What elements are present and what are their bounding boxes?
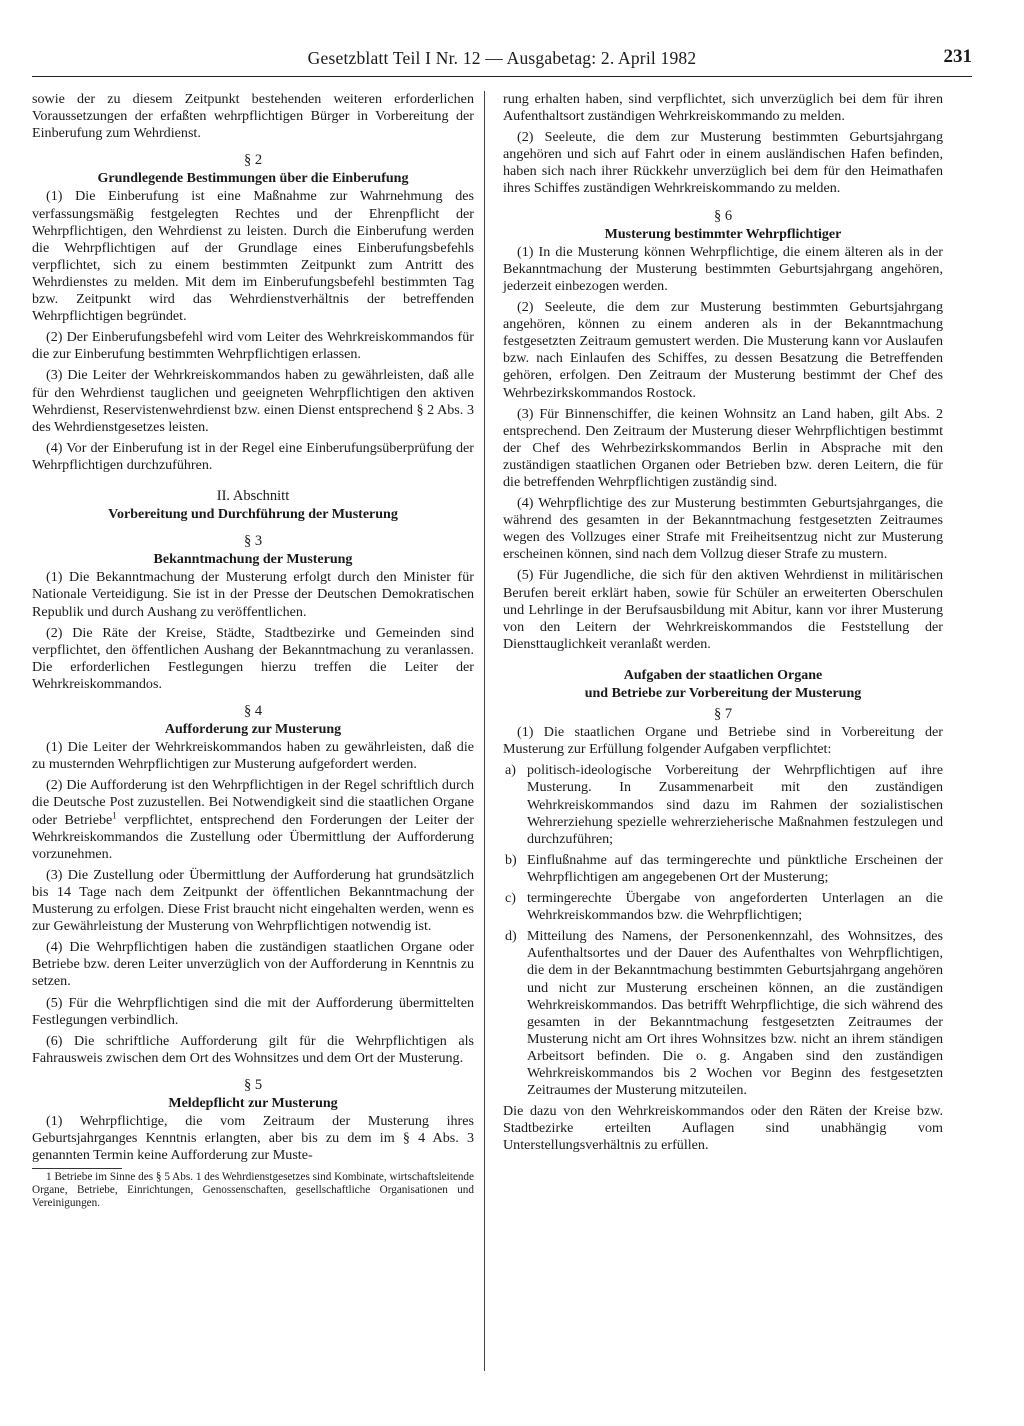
list-item [503,852,943,886]
paragraph: (6) Die schriftliche Aufforderung gilt für die Wehrpflichtigen als Fahrausweis zwischen dem Ort des Wohnsitzes und dem Ort der Musterung. [32,1032,474,1066]
chapter-title: Vorbereitung und Durchführung der Musterung [108,507,398,523]
column-divider [484,91,485,1371]
block-heading-line-2: und Betriebe zur Vorbereitung der Musterung [584,686,862,701]
paragraph: (5) Für Jugendliche, die sich für den aktiven Wehrdienst in militärischen Berufen bereit erklärt haben, sowie für Schüler an erweiterten Oberschulen und Lehrlinge in der Berufsausbildung mit Abitur, kann vor ihrer Musterung von den Leitern der Wehrkreiskommandos die Feststellung der Diensttauglichkeit veranlaßt werden. [503,567,943,652]
footnote-rule [32,1168,122,1169]
paragraph: (1) Die Einberufung ist eine Maßnahme zur Wahrnehmung des verfassungsmäßig festgelegten Rechtes und der Ehrenpflicht der Wehrpflichtigen, den Wehrdienst zu leisten. Durch die Einberufung werden die Wehrpflichtigen auf der Grundlage eines Einberufungsbefehls verpflichtet, sich zu einem bestimmten Zeitpunkt zum Antritt des Wehrdienstes zu melden. Mit dem im Einberufungsbefehl bestimmten Tag bzw. Zeitpunkt wird das Wehrdienstverhältnis der betreffenden Wehrpflichtigen begründet. [32,188,474,325]
paragraph: (5) Für die Wehrpflichtigen sind die mit der Aufforderung übermittelten Festlegungen verbindlich. [32,994,474,1028]
paragraph: (1) Wehrpflichtige, die vom Zeitraum der Musterung ihres Geburtsjahrganges Kenntnis erlangten, aber bis zu dem im § 4 Abs. 3 genannten Termin keine Aufforderung zur Muste- [32,1113,474,1164]
paragraph-text: verpflichtet, entsprechend den Forderungen der Leiter der Wehrkreiskommandos die Zustellung oder Übermittlung der Aufforderung vorzunehmen. [32,811,474,862]
section-sign-2: § 2 [243,152,263,169]
paragraph: (2) Seeleute, die dem zur Musterung bestimmten Geburtsjahrgang angehören und sich auf Fahrt oder in einem ausländischen Hafen befinden, haben sich nach ihrer Rückkehr unverzüglich bei dem für den Heimathafen ihres Schiffes zuständigen Wehrkreiskommando zu melden. [503,129,943,197]
list-text: politisch-ideologische Vorbereitung der Wehrpflichtigen auf ihre Musterung. In Zusammenarbeit mit den zuständigen Wehrkreiskommandos sind dazu im Rahmen der sozialistischen Wehrerziehung spezielle wehrerzieherische Maßnahmen festzulegen und durchzuführen; [527,762,943,847]
section-sign-4: § 4 [243,703,263,719]
footnote: 1 Betriebe im Sinne des § 5 Abs. 1 des Wehrdienstgesetzes sind Kombinate, wirtschaftsleitende Organe, Betriebe, Einrichtungen, Genossenschaften, gesellschaftliche Organisationen und Vereinigungen. [32,1171,474,1209]
left-column [32,91,474,1209]
block-heading-line-1: Aufgaben der staatlichen Organe [623,667,823,683]
paragraph: (1) Die Leiter der Wehrkreiskommandos haben zu gewährleisten, daß die zu musternden Wehrpflichtigen zur Musterung aufgefordert werden. [32,739,474,773]
paragraph: (1) In die Musterung können Wehrpflichtige, die einem älteren als in der Bekanntmachung der Musterung bestimmten Geburtsjahrgang angehören, jederzeit einbezogen werden. [503,243,943,294]
paragraph: (2) Die Räte der Kreise, Städte, Stadtbezirke und Gemeinden sind verpflichtet, den öffentlichen Aushang der Bekanntmachung zu veranlassen. Die erforderlichen Festlegungen hierzu treffen die Leiter der Wehrkreiskommandos. [32,624,474,692]
section-title-5: Meldepflicht zur Musterung [168,1095,338,1111]
list-label: b) [505,851,517,868]
paragraph: (2) Seeleute, die dem zur Musterung bestimmten Geburtsjahrgang angehören, können zu einem anderen als in der Bekanntmachung festgesetzten Zeitraum gemustert werden. Die Musterung kann vor Auslaufen bzw. nach Einlaufen des Schiffes, zu dessen Besatzung die Betreffenden gehören, erfolgen. Den Zeitraum der Musterung bestimmt der Chef des Wehrbezirkskommandos Rostock. [503,299,943,401]
paragraph: (1) Die staatlichen Organe und Betriebe sind in Vorbereitung der Musterung zur Erfüllung folgender Aufgaben verpflichtet: [503,724,943,758]
list-item [503,890,943,924]
page-header [32,46,972,77]
section-title-2: Grundlegende Bestimmungen über die Einberufung [97,171,409,187]
paragraph: (3) Die Leiter der Wehrkreiskommandos haben zu gewährleisten, daß alle für den Wehrdienst tauglichen und geeigneten Wehrpflichtigen den aktiven Wehrdienst, Reservistenwehrdienst bzw. einen Dienst entsprechend § 2 Abs. 3 des Wehrdienstgesetzes leisten. [32,367,474,435]
intro-paragraph: sowie der zu diesem Zeitpunkt bestehenden weiteren erforderlichen Voraussetzungen der erfaßten wehrpflichtigen Bürger in Vorbereitung der Einberufung zum Wehrdienst. [32,91,474,142]
closing-paragraph: Die dazu von den Wehrkreiskommandos oder den Räten der Kreise bzw. Stadtbezirke erteilten Auflagen sind unabhängig vom Unterstellungsverhältnis zu erfüllen. [503,1103,943,1154]
continued-paragraph: rung erhalten haben, sind verpflichtet, sich unverzüglich bei dem für ihren Aufenthaltsort zuständigen Wehrkreiskommando zu melden. [503,91,943,125]
footnote-ref: 1 [112,809,117,820]
paragraph: (3) Die Zustellung oder Übermittlung der Aufforderung hat grundsätzlich bis 14 Tage nach dem Zeitpunkt der öffentlichen Bekanntmachung der Musterung zu erfolgen. Diese Frist braucht nicht eingehalten werden, wenn es zur Gewährleistung der Musterung von Wehrpflichtigen notwendig ist. [32,866,474,935]
section-title-3: Bekanntmachung der Musterung [153,552,353,568]
section-title-4: Aufforderung zur Musterung [164,722,342,738]
list-text: Einflußnahme auf das termingerechte und pünktliche Erscheinen der Wehrpflichtigen am angegebenen Ort der Musterung; [527,851,943,885]
paragraph [32,777,474,862]
header-title: Gesetzblatt Teil I Nr. 12 — Ausgabetag: 2. April 1982 [307,48,697,68]
list-item [503,762,943,847]
list-text: Mitteilung des Namens, der Personenkennzahl, des Wohnsitzes, des Aufenthaltsortes und der Dauer des Aufenthaltes von Wehrpflichtigen, die dem in der Bekanntmachung bestimmten Geburtsjahrgang angehören und nicht zur Musterung erscheinen können, an die zuständigen Wehrkreiskommandos. Das betrifft Wehrpflichtige, die sich während des gesamten in der Bekanntmachung festgesetzten Zeitraumes der Musterung nicht am Ort ihres Wohnsitzes bzw. nicht an ihrem ständigen Arbeitsort befinden. Die o. g. Angaben sind den zuständigen Wehrkreiskommandos bis 2 Wochen vor Beginn des festgesetzten Zeitraumes der Musterung mitzuteilen. [527,928,943,1099]
section-title-6: Musterung bestimmter Wehrpflichtiger [604,226,842,242]
section-sign-6: § 6 [713,207,733,224]
page-number: 231 [943,46,972,67]
chapter-label: II. Abschnitt [216,487,290,504]
list-label: c) [505,890,516,907]
list-item [503,928,943,1099]
list-text: termingerechte Übergabe von angeforderten Unterlagen an die Wehrkreiskommandos bzw. die Wehrpflichtigen; [527,890,943,924]
list-label: d) [505,928,517,945]
section-sign-3: § 3 [243,533,263,550]
right-column [503,91,943,1158]
paragraph: (4) Wehrpflichtige des zur Musterung bestimmten Geburtsjahrganges, die während des gesamten in der Bekanntmachung festgesetzten Zeitraumes wegen des Vollzuges einer Strafe mit Freiheitsentzug nicht zur Musterung erscheinen können, sind nach dem Vollzug dieser Strafe zu mustern. [503,495,943,563]
paragraph: (1) Die Bekanntmachung der Musterung erfolgt durch den Minister für Nationale Verteidigung. Sie ist in der Presse der Deutschen Demokratischen Republik und durch Aushang zu veröffentlichen. [32,569,474,620]
paragraph: (3) Für Binnenschiffer, die keinen Wohnsitz an Land haben, gilt Abs. 2 entsprechend. Den Zeitraum der Musterung dieser Wehrpflichtigen bestimmt der Chef des Wehrbezirkskommandos Berlin in Absprache mit den zuständigen staatlichen Organen oder Betrieben bzw. deren Leitern, die für die betreffenden Wehrpflichtigen zuständig sind. [503,405,943,490]
section-sign-7: § 7 [713,706,733,723]
paragraph-text: (2) Die Aufforderung ist den Wehrpflichtigen in der Regel schriftlich durch die Deutsche Post zuzustellen. Bei Notwendigkeit sind die staatlichen Organe oder Betriebe [32,777,474,828]
paragraph: (4) Vor der Einberufung ist in der Regel eine Einberufungsüberprüfung der Wehrpflichtigen durchzuführen. [32,439,474,473]
section-sign-5: § 5 [243,1076,263,1093]
list-label: a) [505,762,516,779]
paragraph: (2) Der Einberufungsbefehl wird vom Leiter des Wehrkreiskommandos für die zur Einberufung bestimmten Wehrpflichtigen erlassen. [32,329,474,363]
paragraph: (4) Die Wehrpflichtigen haben die zuständigen staatlichen Organe oder Betriebe bzw. deren Leiter unverzüglich von der Aufforderung in Kenntnis zu setzen. [32,939,474,990]
